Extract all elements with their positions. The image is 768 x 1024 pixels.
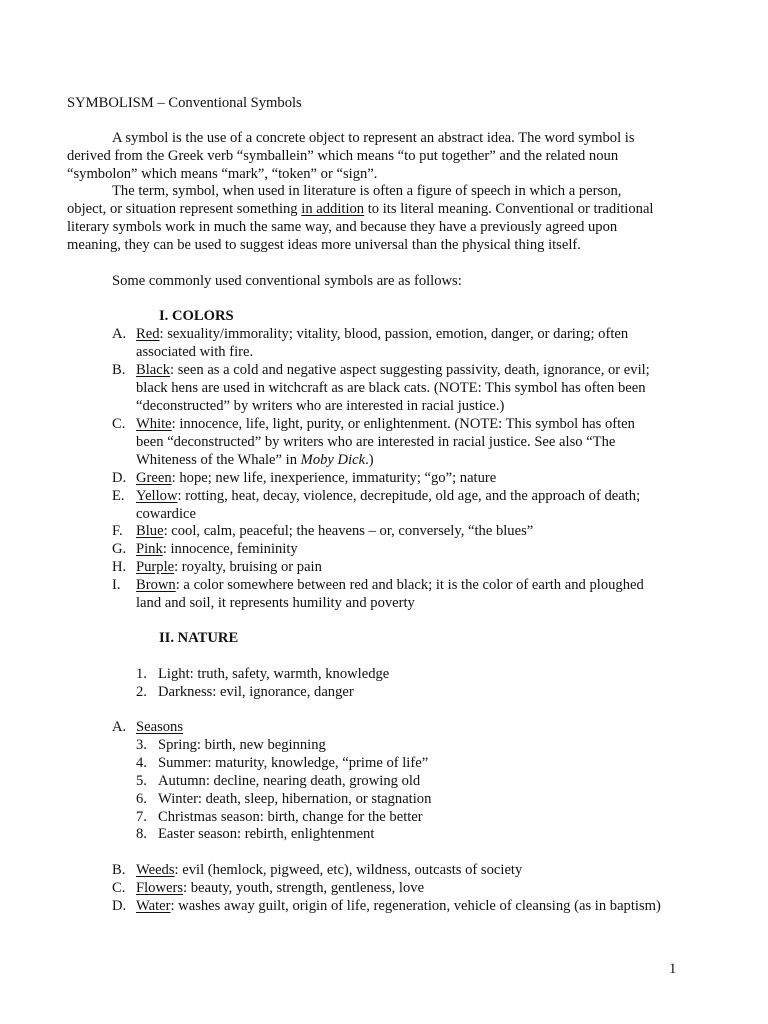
list-number: 2. xyxy=(136,684,147,700)
text-line: derived from the Greek verb “symballein” which means “to put together” and the related noun xyxy=(67,148,619,164)
text-run: : sexuality/immorality; vitality, blood, passion, emotion, danger, or daring; often xyxy=(159,326,629,342)
text-line: Christmas season: birth, change for the better xyxy=(158,809,423,825)
list-letter: H. xyxy=(112,559,127,575)
text-run: : royalty, bruising or pain xyxy=(174,559,322,575)
color-term: Blue xyxy=(136,523,164,539)
text-run: : cool, calm, peaceful; the heavens – or, conversely, “the blues” xyxy=(163,523,534,539)
list-letter: A. xyxy=(112,326,127,342)
text-line xyxy=(136,415,635,433)
underlined-phrase: in addition xyxy=(301,201,365,217)
text-run: : evil (hemlock, pigweed, etc), wildness, outcasts of society xyxy=(174,862,523,878)
list-number: 7. xyxy=(136,809,147,825)
text-line: land and soil, it represents humility and poverty xyxy=(136,595,415,611)
text-line xyxy=(136,361,650,379)
page-number: 1 xyxy=(669,961,677,977)
color-term: Brown xyxy=(136,577,176,593)
text-run: : a color somewhere between red and black; it is the color of earth and ploughed xyxy=(175,577,644,593)
text-line: Darkness: evil, ignorance, danger xyxy=(158,684,354,700)
text-line: A symbol is the use of a concrete object to represent an abstract idea. The word symbol is xyxy=(112,130,635,146)
text-run: : innocence, life, light, purity, or enlightenment. (NOTE: This symbol has often xyxy=(171,416,635,432)
text-line xyxy=(136,451,374,469)
text-line xyxy=(136,879,424,897)
text-line: cowardice xyxy=(136,506,196,522)
intro-paragraph-3: Some commonly used conventional symbols are as follows: xyxy=(112,273,462,289)
text-line: Autumn: decline, nearing death, growing old xyxy=(158,773,421,789)
text-run: : beauty, youth, strength, gentleness, love xyxy=(183,880,425,896)
list-number: 5. xyxy=(136,773,147,789)
text-line: meaning, they can be used to suggest ideas more universal than the physical thing itself. xyxy=(67,237,581,253)
text-line xyxy=(136,558,322,576)
nature-term: Weeds xyxy=(136,862,175,878)
list-number: 1. xyxy=(136,666,147,682)
text-run: .) xyxy=(365,452,374,468)
list-letter: D. xyxy=(112,898,127,914)
section-heading-nature: II. NATURE xyxy=(159,630,239,646)
list-letter: I. xyxy=(112,577,121,593)
text-line: literary symbols work in much the same way, and because they have a previously agreed upon xyxy=(67,219,618,235)
text-line: black hens are used in witchcraft as are black cats. (NOTE: This symbol has often been xyxy=(136,380,646,396)
text-line xyxy=(67,200,654,218)
text-line: been “deconstructed” by writers who are interested in racial justice. See also “The xyxy=(136,434,616,450)
color-term: Purple xyxy=(136,559,175,575)
text-line xyxy=(136,522,533,540)
list-letter: F. xyxy=(112,523,123,539)
list-letter: A. xyxy=(112,719,127,735)
text-line xyxy=(136,487,640,505)
text-line: associated with fire. xyxy=(136,344,254,360)
list-number: 6. xyxy=(136,791,147,807)
list-letter: C. xyxy=(112,416,126,432)
text-run: : rotting, heat, decay, violence, decrepitude, old age, and the approach of death; xyxy=(177,488,641,504)
text-run: : hope; new life, inexperience, immaturity; “go”; nature xyxy=(171,470,497,486)
color-term: Yellow xyxy=(136,488,178,504)
color-term: Red xyxy=(136,326,160,342)
text-line: “symbolon” which means “mark”, “token” or “sign”. xyxy=(67,166,378,182)
color-term: Pink xyxy=(136,541,163,557)
text-run: to its literal meaning. Conventional or traditional xyxy=(364,201,654,217)
text-run: : innocence, femininity xyxy=(162,541,298,557)
text-line xyxy=(136,325,628,343)
text-line: Light: truth, safety, warmth, knowledge xyxy=(158,666,390,682)
text-line: Winter: death, sleep, hibernation, or stagnation xyxy=(158,791,432,807)
text-line: Spring: birth, new beginning xyxy=(158,737,326,753)
list-number: 3. xyxy=(136,737,147,753)
text-line xyxy=(136,861,522,879)
list-letter: C. xyxy=(112,880,126,896)
text-run: object, or situation represent something xyxy=(67,201,302,217)
text-line: Summer: maturity, knowledge, “prime of life” xyxy=(158,755,429,771)
list-number: 8. xyxy=(136,826,147,842)
nature-term: Flowers xyxy=(136,880,184,896)
list-letter: E. xyxy=(112,488,125,504)
text-line xyxy=(136,469,496,487)
text-line xyxy=(136,576,644,594)
text-run: Whiteness of the Whale” in xyxy=(136,452,301,468)
seasons-label: Seasons xyxy=(136,719,184,735)
color-term: White xyxy=(136,416,172,432)
text-line: Easter season: rebirth, enlightenment xyxy=(158,826,375,842)
section-heading-colors: I. COLORS xyxy=(159,308,234,324)
text-run: : washes away guilt, origin of life, regeneration, vehicle of cleansing (as in baptism) xyxy=(170,898,661,914)
text-line xyxy=(136,897,661,915)
list-letter: B. xyxy=(112,862,126,878)
list-letter: D. xyxy=(112,470,127,486)
nature-term: Water xyxy=(136,898,171,914)
list-letter: G. xyxy=(112,541,127,557)
list-letter: B. xyxy=(112,362,126,378)
document-title: SYMBOLISM – Conventional Symbols xyxy=(67,95,302,111)
list-number: 4. xyxy=(136,755,147,771)
color-term: Green xyxy=(136,470,172,486)
text-line xyxy=(136,540,298,558)
color-term: Black xyxy=(136,362,171,378)
book-title: Moby Dick xyxy=(300,452,366,468)
text-run: : seen as a cold and negative aspect suggesting passivity, death, ignorance, or evil; xyxy=(170,362,650,378)
text-line: The term, symbol, when used in literature is often a figure of speech in which a person, xyxy=(112,183,622,199)
text-line: “deconstructed” by writers who are interested in racial justice.) xyxy=(136,398,505,414)
